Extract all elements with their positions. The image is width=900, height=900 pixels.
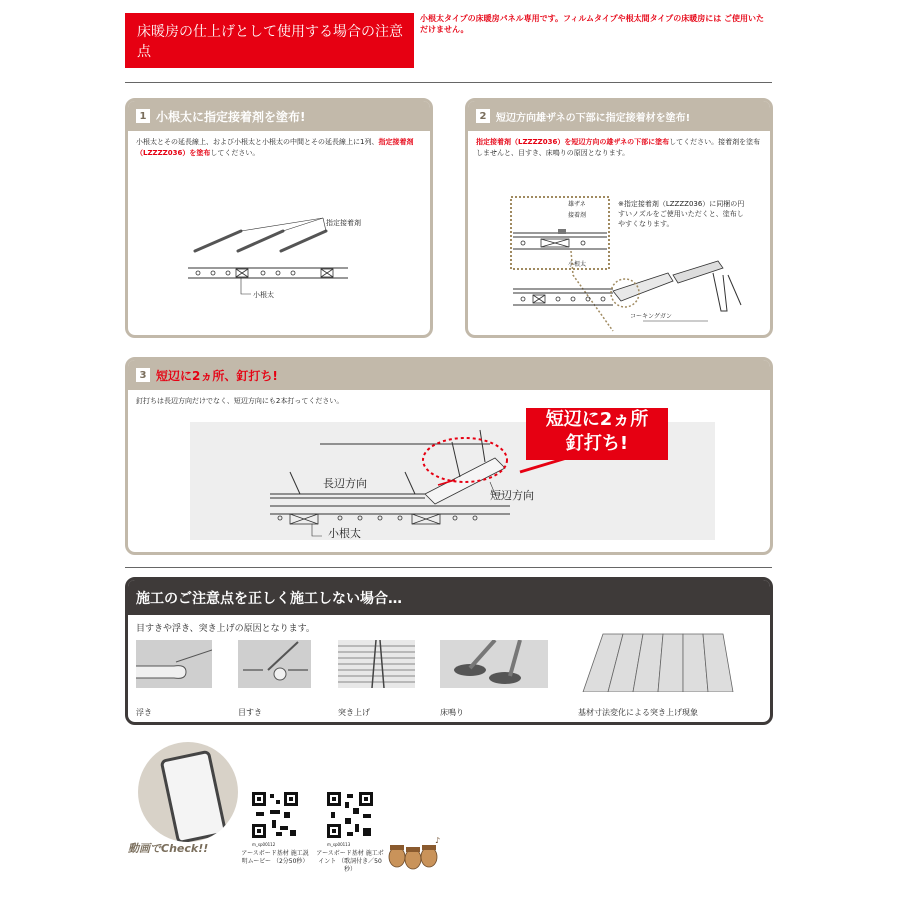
step3-label-joist: 小根太 — [328, 527, 361, 540]
illustration-gap — [238, 640, 311, 688]
step2-text — [468, 131, 770, 165]
warning-title: 施工のご注意点を正しく施工しない場合… — [128, 580, 770, 615]
qr-code-2-caption: アースボード基材 施工ポイント （歌詞付き／50秒） — [316, 850, 384, 873]
qr-code-1-id: m_sp00112 — [252, 842, 276, 847]
step2-text-red: 指定接着剤（LZZZZ036）を短辺方向の雄ザネの下部に塗布 — [476, 138, 670, 146]
step2-label-adhesive: 接着剤 — [568, 212, 587, 219]
step2-number: 2 — [476, 109, 490, 123]
illustration-dimension-change — [578, 640, 738, 688]
svg-text:♪: ♪ — [435, 836, 441, 845]
divider — [125, 567, 772, 568]
divider — [125, 82, 772, 83]
step1-header — [128, 101, 430, 131]
step3-title: 短辺に2ヵ所、釘打ち! — [156, 368, 278, 383]
video-check-label: 動画でCheck!! — [128, 842, 209, 855]
step1-number: 1 — [136, 109, 150, 123]
step3-callout-line1: 短辺に2ヵ所 — [545, 409, 649, 430]
warning-item-squeak: 床鳴り — [440, 708, 464, 717]
phone-icon — [160, 750, 228, 842]
step1-label-adhesive: 指定接着剤 — [326, 219, 361, 227]
step2-title: 短辺方向雄ザネの下部に指定接着材を塗布! — [496, 112, 691, 124]
step3-callout — [526, 408, 668, 460]
warning-item-gap: 目すき — [238, 708, 262, 717]
step3-number: 3 — [136, 368, 150, 382]
step2-note: ※指定接着剤（LZZZZ036）に同梱の円すいノズルをご使用いただくと、塗布しやすくなります。 — [618, 200, 745, 228]
step2-label-joist: 小根太 — [568, 261, 587, 268]
step1-text-b: してください。 — [210, 149, 260, 157]
step3-label-short: 短辺方向 — [490, 489, 534, 502]
qr-code-2-id: m_sp00113 — [327, 842, 351, 847]
warning-item-dimension: 基材寸法変化による突き上げ現象 — [578, 708, 698, 717]
step1-panel — [125, 98, 433, 338]
step2-label-gun: コーキングガン — [630, 313, 672, 320]
section-title — [125, 13, 414, 68]
warning-panel — [125, 577, 773, 725]
step1-title: 小根太に指定接着剤を塗布! — [156, 109, 306, 124]
step1-text-a: 小根太とその延長線上、および小根太と小根太の中間とその延長線上に1列、 — [136, 138, 379, 146]
step1-text — [128, 131, 430, 165]
qr-code-1[interactable] — [250, 790, 300, 840]
step3-label-long: 長辺方向 — [323, 477, 367, 490]
warning-item-float: 浮き — [136, 708, 152, 717]
illustration-float — [136, 640, 212, 688]
step2-panel — [465, 98, 773, 338]
step3-header — [128, 360, 770, 390]
warning-subtitle: 目すきや浮き、突き上げの原因となります。 — [136, 624, 315, 634]
qr-code-1-caption: アースボード基材 施工説明ムービー （2分50秒） — [241, 850, 309, 865]
step3-text: 釘打ちは長辺方向だけでなく、短辺方向にも2本打ってください。 — [136, 397, 344, 405]
step2-label-tongue: 雄ザネ — [568, 201, 586, 208]
phone-illustration — [138, 742, 238, 842]
step1-label-joist: 小根太 — [253, 291, 274, 299]
acorn-mascots-icon — [385, 835, 445, 880]
illustration-squeak — [440, 640, 548, 688]
section-title-text: 床暖房の仕上げとして使用する場合の注意点 — [137, 23, 403, 60]
step1-text-red: 指定接着剤（LZZZZ036）を塗布 — [136, 138, 414, 157]
step3-callout-line2: 釘打ち! — [565, 433, 629, 454]
step3-panel — [125, 357, 773, 555]
step2-header — [468, 101, 770, 131]
step2-text-b: してください。接着剤を塗布しませんと、目すき、床鳴りの原因となります。 — [476, 138, 761, 157]
header-note: 小根太タイプの床暖房パネル専用です。フィルムタイプや根太間タイプの床暖房には ご使用いただけません。 — [420, 14, 764, 34]
illustration-pushup — [338, 640, 415, 688]
warning-item-pushup: 突き上げ — [338, 708, 370, 717]
qr-code-2[interactable] — [325, 790, 375, 840]
